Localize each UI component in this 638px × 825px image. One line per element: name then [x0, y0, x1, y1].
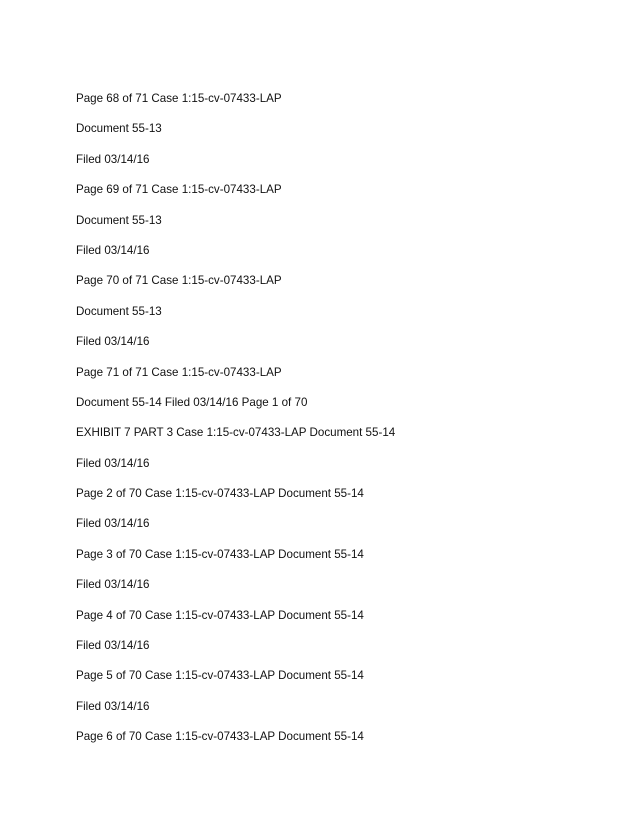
text-line: Page 5 of 70 Case 1:15-cv-07433-LAP Document 55-14 — [76, 669, 364, 683]
text-line: Filed 03/14/16 — [76, 152, 150, 166]
text-line: Document 55-13 — [76, 122, 162, 136]
text-line: EXHIBIT 7 PART 3 Case 1:15-cv-07433-LAP Document 55-14 — [76, 426, 396, 440]
text-lines — [76, 91, 395, 760]
text-line: Page 68 of 71 Case 1:15-cv-07433-LAP — [76, 92, 282, 105]
text-line: Filed 03/14/16 — [76, 578, 150, 592]
text-line: Document 55-14 Filed 03/14/16 Page 1 of 70 — [76, 395, 308, 409]
text-line: Page 71 of 71 Case 1:15-cv-07433-LAP — [76, 365, 282, 379]
text-line: Page 3 of 70 Case 1:15-cv-07433-LAP Document 55-14 — [76, 547, 364, 561]
text-line: Filed 03/14/16 — [76, 517, 150, 531]
text-line: Filed 03/14/16 — [76, 456, 150, 470]
text-line: Page 70 of 71 Case 1:15-cv-07433-LAP — [76, 274, 282, 288]
text-line: Page 4 of 70 Case 1:15-cv-07433-LAP Document 55-14 — [76, 608, 364, 622]
text-line: Filed 03/14/16 — [76, 699, 150, 713]
text-line: Filed 03/14/16 — [76, 243, 150, 257]
text-line: Page 6 of 70 Case 1:15-cv-07433-LAP Document 55-14 — [76, 730, 364, 744]
text-line: Page 69 of 71 Case 1:15-cv-07433-LAP — [76, 183, 282, 197]
text-line: Document 55-13 — [76, 304, 162, 318]
text-line: Filed 03/14/16 — [76, 639, 150, 653]
text-line: Page 2 of 70 Case 1:15-cv-07433-LAP Document 55-14 — [76, 487, 364, 501]
text-line: Document 55-13 — [76, 213, 162, 227]
text-line: Filed 03/14/16 — [76, 335, 150, 349]
